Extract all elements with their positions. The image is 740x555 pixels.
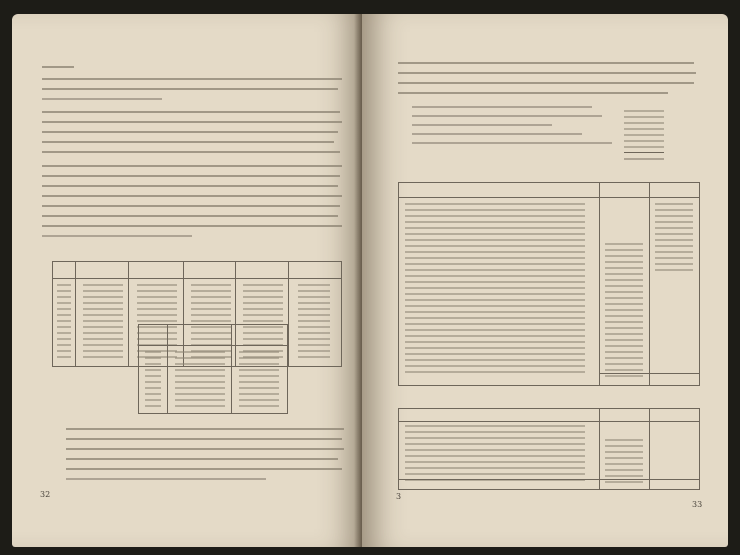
text-line <box>398 92 668 94</box>
text-line <box>42 141 334 143</box>
text-line <box>412 142 612 144</box>
text-line <box>42 175 340 177</box>
text-line <box>42 205 340 207</box>
text-line <box>66 458 338 460</box>
text-line <box>42 78 342 80</box>
text-line <box>42 98 162 100</box>
total-line <box>624 158 664 160</box>
text-line <box>412 133 582 135</box>
text-line <box>42 151 340 153</box>
text-line <box>42 66 74 68</box>
text-line <box>42 235 192 237</box>
page-marker: 3 <box>396 492 402 501</box>
text-line <box>42 195 342 197</box>
page-number-right: 33 <box>692 500 703 509</box>
table-2 <box>138 324 288 414</box>
text-line <box>42 121 342 123</box>
assets-table <box>398 408 700 490</box>
text-line <box>66 478 266 480</box>
text-line <box>42 185 338 187</box>
text-line <box>42 165 342 167</box>
text-line <box>66 428 344 430</box>
right-page <box>362 14 728 547</box>
text-line <box>42 111 340 113</box>
text-line <box>42 131 338 133</box>
text-line <box>66 438 342 440</box>
text-line <box>398 72 696 74</box>
text-line <box>42 225 342 227</box>
amounts-column <box>624 110 664 148</box>
text-line <box>398 62 694 64</box>
text-line <box>42 215 338 217</box>
account-table <box>398 182 700 386</box>
text-line <box>398 82 694 84</box>
page-number-left: 32 <box>40 490 51 499</box>
text-line <box>412 124 552 126</box>
text-line <box>412 115 602 117</box>
text-line <box>412 106 592 108</box>
left-page <box>12 14 362 547</box>
text-line <box>66 448 344 450</box>
text-line <box>66 468 342 470</box>
text-line <box>42 88 338 90</box>
